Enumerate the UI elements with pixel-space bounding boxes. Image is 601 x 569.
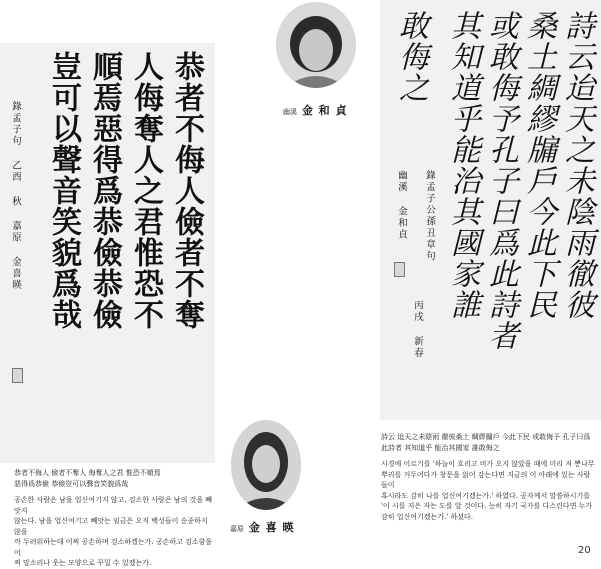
left-artwork-column-3: 順焉惡得爲恭儉恭儉 bbox=[87, 51, 122, 330]
left-artwork-seal-icon bbox=[12, 368, 23, 383]
right-korean-line-2: 뿌리를 거두어다가 창문을 얽어 감는다면 지금의 이 아래에 있는 사람들이 bbox=[381, 470, 591, 489]
right-translation-block bbox=[381, 432, 597, 522]
right-artwork-column-2: 桑土綢繆牖戶今此下民 bbox=[521, 10, 556, 320]
right-hanja-line-2: 此詩者 其知道乎 能治其國家 誰敢侮之 bbox=[381, 443, 500, 452]
right-artwork-column-1: 詩云迨天之未陰雨徹彼 bbox=[559, 10, 594, 320]
artist-name-bottom: 金 喜 暎 bbox=[248, 521, 295, 534]
left-korean-line-3: 까 두려워하는데 어찌 공손하며 검소하겠는가. 공손하고 검소함을 어 bbox=[14, 538, 213, 557]
portrait-photo-icon bbox=[231, 420, 301, 510]
right-korean-line-3: 혹시라도 감히 나를 업신여기겠는가.' 하였다. 공자께서 말씀하시기를 bbox=[381, 491, 591, 500]
left-translation-block bbox=[14, 468, 214, 569]
right-hanja-line-1: 詩云 迨天之未陰雨 徹彼桑土 綢繆牖戶 今此下民 或敢侮予 孔子曰爲 bbox=[381, 433, 591, 441]
left-calligraphy-artwork bbox=[0, 43, 215, 463]
artist-caption-top bbox=[283, 102, 348, 118]
artist-ho-bottom: 嘉原 bbox=[230, 525, 244, 533]
right-artwork-column-4: 其知道乎能治其國家誰 bbox=[445, 10, 480, 320]
right-artwork-inscription-3: 幽溪 金和貞 bbox=[396, 170, 407, 241]
right-artwork-column-3: 或敢侮予孔子曰爲此詩者 bbox=[483, 10, 518, 351]
right-korean-line-4: '이 시를 지은 자는 도를 알 것이다. 능히 자기 국가를 다스린다면 누가 bbox=[381, 502, 593, 510]
right-artwork-column-5: 敢侮之 bbox=[393, 10, 428, 103]
artist-portrait-bottom bbox=[231, 420, 301, 510]
left-artwork-column-4: 豈可以聲音笑貌爲哉 bbox=[46, 51, 81, 330]
page-number: 20 bbox=[578, 545, 591, 556]
left-artwork-column-2: 人侮奪人之君惟恐不 bbox=[128, 51, 163, 330]
right-korean-line-1: 시경에 이르기를 '하늘이 흐리고 비가 오지 않았을 때에 미리 저 뽕나무 bbox=[381, 460, 595, 468]
left-korean-line-1: 공손한 사람은 남을 업신여기지 않고, 검소한 사람은 남의 것을 빼앗지 bbox=[14, 496, 213, 515]
right-calligraphy-artwork bbox=[380, 0, 601, 420]
left-hanja-line-2: 惡得爲恭儉 恭儉豈可以聲音笑貌爲哉 bbox=[14, 479, 129, 488]
left-korean-line-4: 찌 말소리나 웃는 모양으로 꾸밀 수 있겠는가. bbox=[14, 559, 152, 567]
artist-portrait-top bbox=[276, 2, 356, 88]
left-korean-line-2: 않는다. 남을 업신여기고 빼앗는 임금은 오직 백성들이 순종하지 않을 bbox=[14, 517, 208, 536]
left-artwork-column-1: 恭者不侮人儉者不奪 bbox=[169, 51, 204, 330]
right-artwork-seal-icon bbox=[394, 262, 405, 277]
right-artwork-inscription-2: 丙戌 新春 bbox=[412, 300, 423, 359]
right-korean-line-5: 감히 업신여기겠는가.' 하셨다. bbox=[381, 512, 473, 521]
portrait-photo-icon bbox=[276, 2, 356, 88]
right-artwork-inscription-1: 錄孟子公孫丑章句 bbox=[424, 170, 435, 262]
artist-caption-bottom bbox=[230, 519, 295, 535]
artist-ho-top: 幽溪 bbox=[283, 108, 297, 116]
left-hanja-line-1: 恭者不侮人 儉者不奪人 侮奪人之君 惟恐不順焉 bbox=[14, 469, 161, 477]
left-artwork-inscription: 錄孟子句 乙酉 秋 嘉原 金喜暎 bbox=[10, 101, 21, 291]
artist-name-top: 金 和 貞 bbox=[301, 104, 348, 117]
